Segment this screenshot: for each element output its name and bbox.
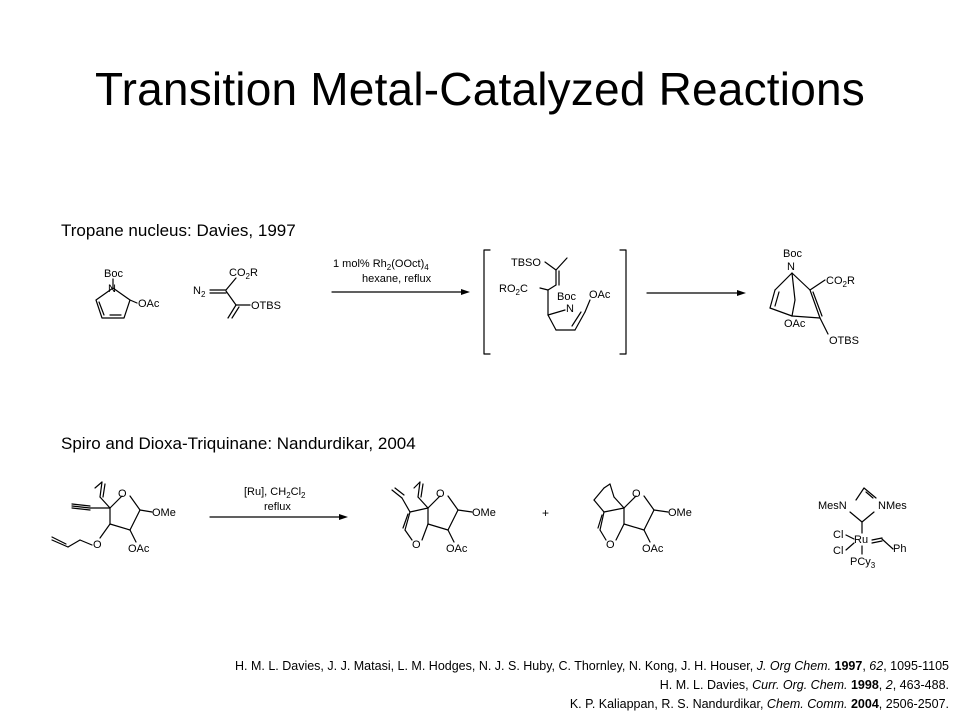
- atom-label-oac-2: OAc: [589, 289, 611, 301]
- atom-label-tbso: TBSO: [511, 257, 541, 269]
- atom-label-n: N: [108, 283, 116, 295]
- atom-label-co2r-2: $CO_2R$: [826, 275, 855, 289]
- molecule-enyne: [52, 482, 176, 555]
- atom-label-pcy3: PCy$_3$: [850, 556, 876, 570]
- molecule-diazo-diene: [193, 267, 281, 318]
- atom-label-ro2c: $RO_2C$: [499, 283, 528, 297]
- atom-label-o-2: O: [93, 539, 102, 551]
- atom-label-co2r: $CO_2R$: [229, 267, 258, 281]
- atom-label-cl-2: Cl: [833, 545, 844, 557]
- molecule-ruthenium-catalyst: [818, 488, 907, 570]
- molecule-triquinane-product: [594, 484, 692, 555]
- atom-label-ome-3: OMe: [668, 507, 692, 519]
- atom-label-o-5: O: [632, 488, 641, 500]
- atom-label-n-3: N: [787, 261, 795, 273]
- scheme-tropane: [96, 248, 859, 354]
- reference-2: H. M. L. Davies, Curr. Org. Chem. 1998, 2, 463-488.: [659, 678, 949, 692]
- atom-label-boc-3: Boc: [783, 248, 802, 260]
- atom-label-cl-1: Cl: [833, 529, 844, 541]
- reagent-line-2: hexane, reflux: [362, 273, 432, 285]
- reference-3: K. P. Kaliappan, R. S. Nandurdikar, Chem. Comm. 2004, 2506-2507.: [569, 697, 949, 711]
- reagent-line-3: [Ru], $CH_2Cl_2$: [244, 486, 306, 500]
- bracketed-intermediate: [484, 250, 626, 354]
- section-label-spiro: Spiro and Dioxa-Triquinane: Nandurdikar, 2004: [61, 434, 416, 453]
- atom-label-o-6: O: [606, 539, 615, 551]
- atom-label-otbs-2: OTBS: [829, 335, 859, 347]
- reagent-line-4: reflux: [264, 501, 291, 513]
- atom-label-n2: $N_2$: [193, 285, 206, 299]
- atom-label-oac-5: OAc: [446, 543, 468, 555]
- atom-label-oac-6: OAc: [642, 543, 664, 555]
- molecule-boc-pyrrole: [96, 268, 160, 318]
- references: [49, 657, 949, 714]
- atom-label-oac-4: OAc: [128, 543, 150, 555]
- atom-label-o-4: O: [412, 539, 421, 551]
- reference-1: H. M. L. Davies, J. J. Matasi, L. M. Hodges, N. J. S. Huby, C. Thornley, N. Kong, J. H. Houser, J. Org Chem. 1997, 62, 1095-1105: [235, 659, 949, 673]
- atom-label-nmes: NMes: [878, 500, 907, 512]
- slide-title: Transition Metal-Catalyzed Reactions: [95, 63, 865, 115]
- atom-label-oac: OAc: [138, 298, 160, 310]
- atom-label-otbs: OTBS: [251, 300, 281, 312]
- atom-label-ome: OMe: [152, 507, 176, 519]
- reagent-line-1: 1 mol% $Rh_2(OOct)_4$: [333, 258, 429, 272]
- atom-label-o-3: O: [436, 488, 445, 500]
- atom-label-mesn: MesN: [818, 500, 847, 512]
- atom-label-o: O: [118, 488, 127, 500]
- atom-label-oac-3: OAc: [784, 318, 806, 330]
- molecule-spiro-product: [392, 482, 496, 555]
- atom-label-n-2: N: [566, 303, 574, 315]
- atom-label-boc-2: Boc: [557, 291, 576, 303]
- section-label-tropane: Tropane nucleus: Davies, 1997: [61, 221, 296, 240]
- plus-sign: +: [542, 506, 550, 520]
- atom-label-ome-2: OMe: [472, 507, 496, 519]
- atom-label-ru: Ru: [854, 534, 869, 546]
- atom-label-boc: Boc: [104, 268, 123, 280]
- atom-label-ph: Ph: [893, 543, 907, 555]
- scheme-spiro: [52, 482, 907, 570]
- molecule-tropane-product: [770, 248, 859, 347]
